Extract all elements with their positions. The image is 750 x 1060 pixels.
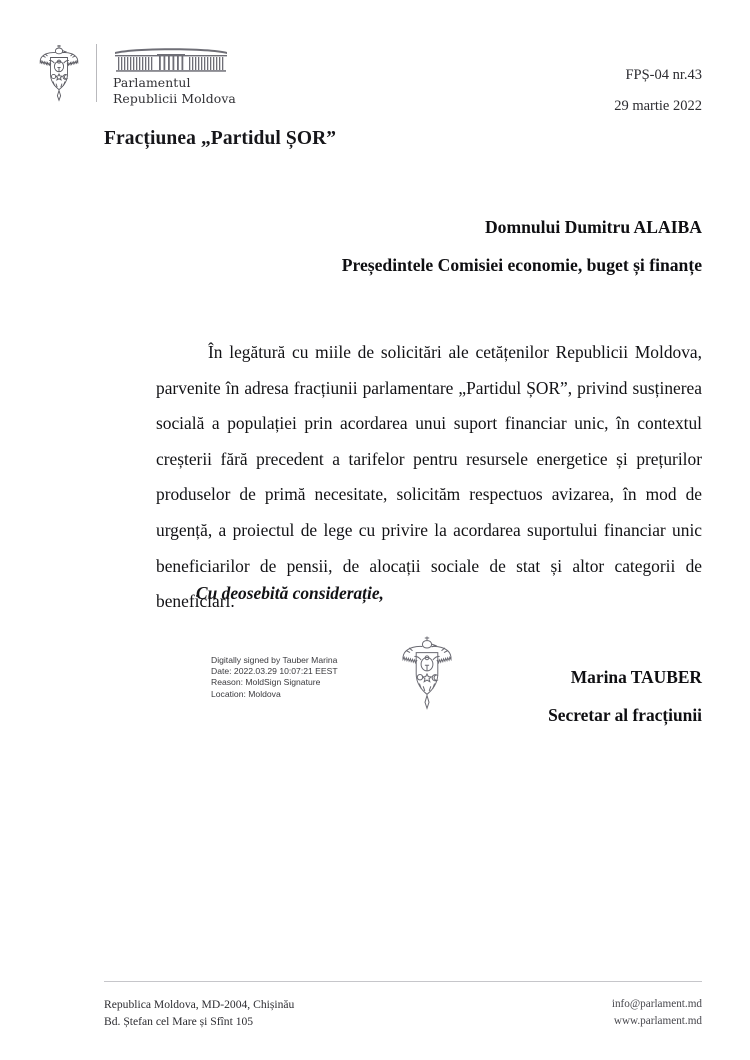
letterhead xyxy=(36,44,236,106)
footer-contact xyxy=(612,996,702,1031)
signer-name: Marina TAUBER xyxy=(570,667,702,687)
parliament-building-icon xyxy=(113,46,229,72)
closing-line: Cu deosebită considerație, xyxy=(196,583,384,603)
signer-position: Secretar al fracțiunii xyxy=(548,705,702,725)
document-date: 29 martie 2022 xyxy=(614,98,702,114)
footer-email[interactable]: info@parlament.md xyxy=(611,998,702,1010)
institution-name-line2: Republicii Moldova xyxy=(113,90,236,106)
footer-website[interactable]: www.parlament.md xyxy=(613,1015,702,1028)
reference-number: FPȘ-04 nr.43 xyxy=(625,67,702,83)
signature-area xyxy=(0,630,750,740)
signature-location: Location: Moldova xyxy=(211,688,281,699)
signature-reason: Reason: MoldSign Signature xyxy=(211,677,321,688)
fraction-title: Fracțiunea „Partidul ȘOR” xyxy=(104,128,337,149)
institution-wordmark xyxy=(113,44,236,106)
header-meta xyxy=(614,60,702,122)
footer-address-line2: Bd. Ștefan cel Mare și Sfînt 105 xyxy=(104,1015,254,1029)
footer-address-line1: Republica Moldova, MD-2004, Chișinău xyxy=(104,998,295,1011)
digital-signature-stamp xyxy=(211,655,338,700)
footer-address xyxy=(104,996,294,1031)
addressee-position: Președintele Comisiei economie, buget și finanțe xyxy=(341,255,702,275)
letterhead-divider xyxy=(96,44,97,102)
body-paragraph: În legătură cu miile de solicitări ale cetățenilor Republicii Moldova, parvenite în adresa fracțiunii parlamentare „Partidul ȘOR”, privind susținerea socială a populației prin acordarea unui suport financiar unic, în contextul creșterii fără precedent a tarifelor pentru resursele energetice și prețurilor produselor de primă necesitate, solicităm respectuos avizarea, în mod de urgență, a proiectul de lege cu privire la acordarea suportului financiar unic beneficiarilor de pensii, de alocații sociale de stat și altor categorii de beneficiari. xyxy=(156,342,702,612)
signature-date: Date: 2022.03.29 10:07:21 EEST xyxy=(211,666,338,677)
addressee-name: Domnului Dumitru ALAIBA xyxy=(484,217,702,237)
document-header xyxy=(0,44,750,124)
footer-divider xyxy=(104,981,702,982)
moldova-coat-of-arms-icon xyxy=(36,44,82,102)
moldova-coat-of-arms-icon xyxy=(398,635,456,711)
institution-name-line1: Parlamentul xyxy=(113,75,191,90)
document-footer xyxy=(104,996,702,1031)
addressee-block xyxy=(342,208,702,284)
signer-block xyxy=(548,658,702,734)
signature-signed-by: Digitally signed by Tauber Marina xyxy=(211,655,338,665)
